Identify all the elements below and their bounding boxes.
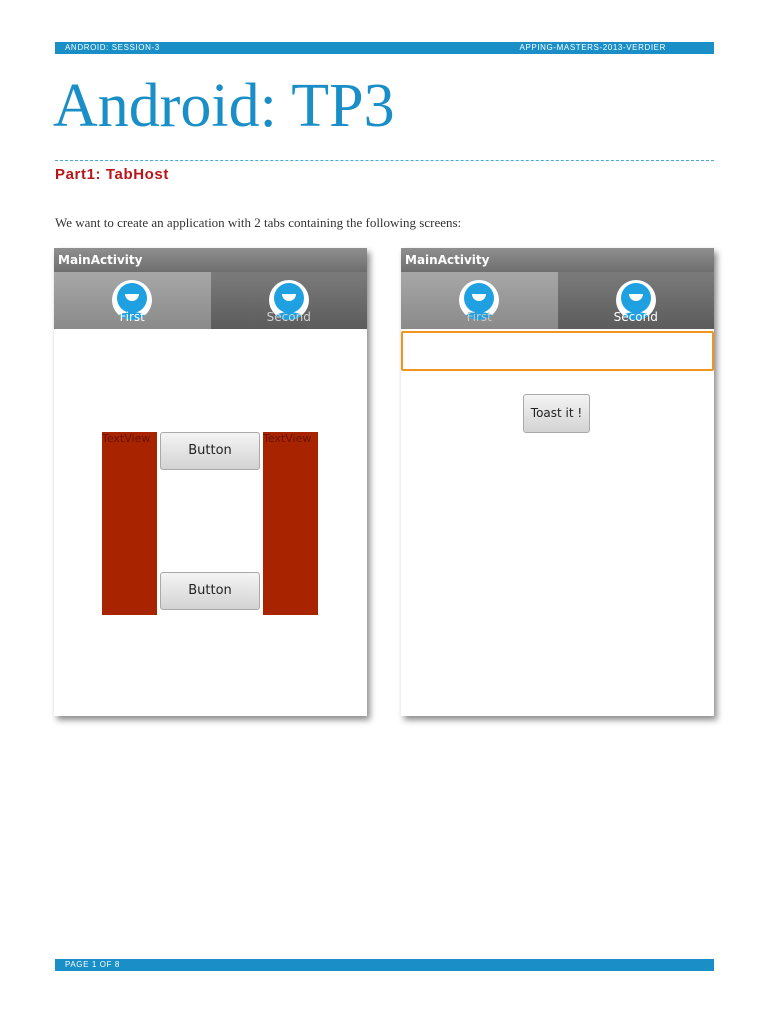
app-title-bar: MainActivity xyxy=(401,248,714,272)
tab-label: Second xyxy=(266,310,311,324)
tab-first[interactable] xyxy=(401,272,558,329)
header-left-text: ANDROID: SESSION-3 xyxy=(65,43,160,52)
section-title: Part1: TabHost xyxy=(55,166,169,183)
tab-bar xyxy=(401,272,714,329)
tab-bar xyxy=(54,272,367,329)
footer-bar xyxy=(55,959,714,971)
screenshot-second-tab xyxy=(401,248,714,716)
dashed-divider xyxy=(55,160,714,161)
text-input[interactable] xyxy=(401,331,714,371)
header-bar xyxy=(55,42,714,54)
tab-second[interactable] xyxy=(211,272,368,329)
intro-paragraph: We want to create an application with 2 tabs containing the following screens: xyxy=(55,215,462,230)
header-right-text: APPING-MASTERS-2013-VERDIER xyxy=(519,43,666,52)
tab-label: First xyxy=(466,310,492,324)
tab-second[interactable] xyxy=(558,272,715,329)
page-title: Android: TP3 xyxy=(53,72,395,140)
tab-label: First xyxy=(119,310,145,324)
tab-first[interactable] xyxy=(54,272,211,329)
screenshot-first-tab xyxy=(54,248,367,716)
app-title-bar: MainActivity xyxy=(54,248,367,272)
page-number: PAGE 1 OF 8 xyxy=(65,960,120,969)
top-button[interactable]: Button xyxy=(160,432,260,470)
bottom-button[interactable]: Button xyxy=(160,572,260,610)
textview-right: TextView xyxy=(263,432,318,615)
textview-left: TextView xyxy=(102,432,157,615)
tab-label: Second xyxy=(613,310,658,324)
toast-button[interactable]: Toast it ! xyxy=(523,394,590,433)
